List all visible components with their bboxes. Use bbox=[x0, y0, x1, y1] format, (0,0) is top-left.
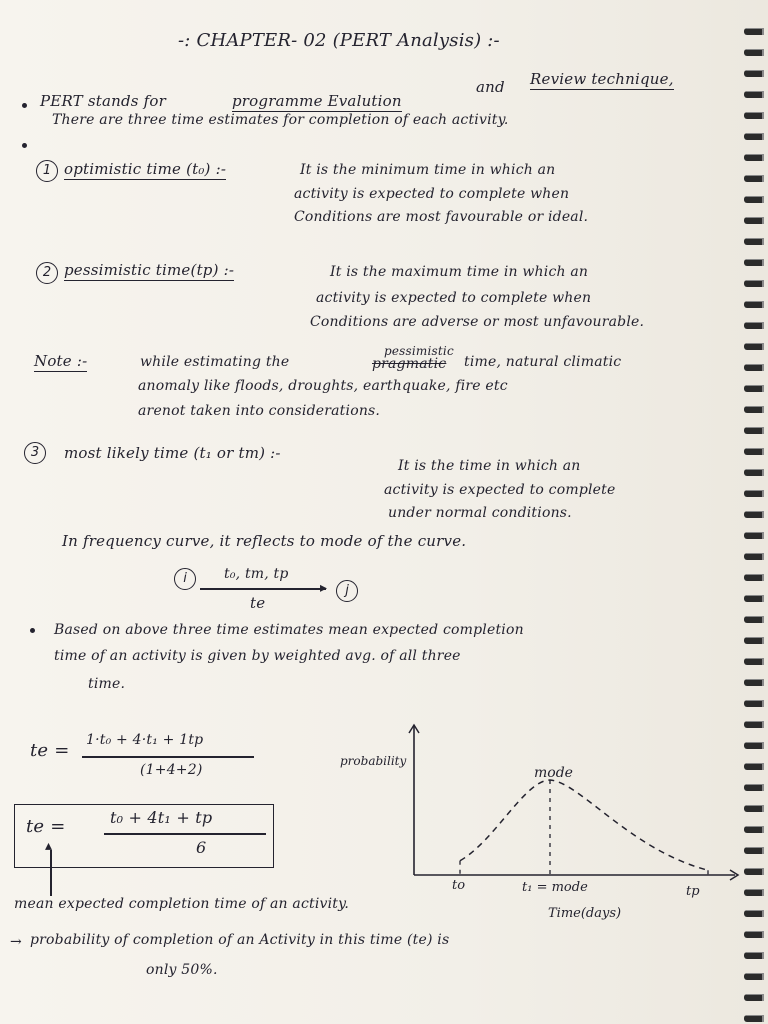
node-i: i bbox=[174, 568, 196, 590]
up-arrow-icon: ▴ bbox=[45, 838, 53, 854]
arrow-label-top: t₀, tm, tp bbox=[224, 566, 289, 582]
optimistic-desc-3: Conditions are most favourable or ideal. bbox=[294, 209, 589, 225]
pert-text-4: Review technique, bbox=[530, 70, 674, 88]
spiral-ring bbox=[744, 742, 764, 749]
implies-arrow-icon: → bbox=[10, 934, 22, 950]
formula1-denominator: (1+4+2) bbox=[140, 762, 203, 778]
spiral-ring bbox=[744, 637, 764, 644]
spiral-ring bbox=[744, 763, 764, 770]
spiral-ring bbox=[744, 259, 764, 266]
pessimistic-desc-2: activity is expected to complete when bbox=[316, 290, 592, 306]
pessimistic-desc-1: It is the maximum time in which an bbox=[330, 264, 589, 280]
mean-note: mean expected completion time of an activity. bbox=[14, 896, 350, 912]
note-text-1b: time, natural climatic bbox=[464, 354, 622, 370]
optimistic-desc-1: It is the minimum time in which an bbox=[300, 162, 556, 178]
note-text-2: anomaly like floods, droughts, earthquake, fire etc bbox=[138, 378, 508, 394]
spiral-ring bbox=[744, 994, 764, 1001]
spiral-binding bbox=[738, 0, 768, 1024]
spiral-ring bbox=[744, 931, 764, 938]
most-likely-desc-2: activity is expected to complete bbox=[384, 482, 616, 498]
based-text-2: time of an activity is given by weighted avg. of all three bbox=[54, 648, 461, 664]
pessimistic-desc-3: Conditions are adverse or most unfavourable. bbox=[310, 314, 645, 330]
spiral-ring bbox=[744, 805, 764, 812]
spiral-ring bbox=[744, 364, 764, 371]
three-estimates-text: There are three time estimates for completion of each activity. bbox=[52, 112, 509, 128]
spiral-ring bbox=[744, 217, 764, 224]
bullet bbox=[22, 103, 27, 108]
spiral-ring bbox=[744, 133, 764, 140]
spiral-ring bbox=[744, 868, 764, 875]
frequency-curve-text: In frequency curve, it reflects to mode of the curve. bbox=[62, 532, 467, 550]
most-likely-desc-1: It is the time in which an bbox=[398, 458, 581, 474]
node-j: j bbox=[336, 580, 358, 602]
spiral-ring bbox=[744, 70, 764, 77]
spiral-ring bbox=[744, 721, 764, 728]
spiral-ring bbox=[744, 952, 764, 959]
formula2-denominator: 6 bbox=[196, 838, 207, 857]
spiral-ring bbox=[744, 889, 764, 896]
mode-annotation: mode bbox=[534, 765, 573, 781]
x-axis-label: Time(days) bbox=[548, 906, 622, 921]
note-text-1: while estimating the bbox=[140, 354, 290, 370]
spiral-ring bbox=[744, 847, 764, 854]
number-3-marker: 3 bbox=[24, 442, 46, 464]
mean-pointer-line bbox=[50, 850, 52, 896]
note-struck-word: pragmatic bbox=[372, 356, 447, 372]
spiral-ring bbox=[744, 616, 764, 623]
spiral-ring bbox=[744, 469, 764, 476]
spiral-ring bbox=[744, 784, 764, 791]
activity-arrow-line bbox=[200, 588, 326, 590]
most-likely-title: most likely time (t₁ or tm) :- bbox=[64, 444, 281, 462]
note-insert: pessimistic bbox=[384, 344, 454, 358]
spiral-ring bbox=[744, 175, 764, 182]
spiral-ring bbox=[744, 196, 764, 203]
spiral-ring bbox=[744, 973, 764, 980]
chapter-heading: -: CHAPTER- 02 (PERT Analysis) :- bbox=[178, 30, 500, 51]
note-label: Note :- bbox=[34, 352, 88, 370]
note-text-3: arenot taken into considerations. bbox=[138, 403, 381, 419]
formula2-lhs: te = bbox=[26, 816, 66, 837]
frequency-curve-chart bbox=[330, 725, 740, 925]
spiral-ring bbox=[744, 154, 764, 161]
spiral-ring bbox=[744, 112, 764, 119]
spiral-ring bbox=[744, 595, 764, 602]
number-1-marker: 1 bbox=[36, 160, 58, 182]
spiral-ring bbox=[744, 490, 764, 497]
spiral-ring bbox=[744, 280, 764, 287]
formula1-fraction-bar bbox=[82, 756, 254, 758]
spiral-ring bbox=[744, 910, 764, 917]
spiral-ring bbox=[744, 238, 764, 245]
formula2-fraction-bar bbox=[104, 833, 266, 835]
formula1-numerator: 1·t₀ + 4·t₁ + 1tp bbox=[86, 732, 204, 748]
frequency-curve-line bbox=[460, 780, 708, 870]
based-text-1: Based on above three time estimates mean expected completion bbox=[54, 622, 524, 638]
spiral-ring bbox=[744, 511, 764, 518]
spiral-ring bbox=[744, 574, 764, 581]
arrow-head-icon: ▸ bbox=[320, 580, 328, 596]
spiral-ring bbox=[744, 301, 764, 308]
spiral-ring bbox=[744, 427, 764, 434]
probability-text-1: probability of completion of an Activity in this time (te) is bbox=[30, 932, 450, 948]
arrow-label-bottom: te bbox=[250, 594, 266, 612]
spiral-ring bbox=[744, 343, 764, 350]
spiral-ring bbox=[744, 385, 764, 392]
based-text-3: time. bbox=[88, 676, 126, 692]
formula2-numerator: t₀ + 4t₁ + tp bbox=[110, 808, 213, 827]
pert-text-2: programme Evalution bbox=[232, 92, 402, 110]
x-tick-mode: t₁ = mode bbox=[522, 880, 588, 895]
spiral-ring bbox=[744, 658, 764, 665]
y-axis-label: probability bbox=[340, 754, 407, 768]
bullet bbox=[30, 628, 35, 633]
pert-text-1: PERT stands for bbox=[40, 92, 166, 110]
spiral-ring bbox=[744, 700, 764, 707]
bullet bbox=[22, 143, 27, 148]
number-2-marker: 2 bbox=[36, 262, 58, 284]
spiral-ring bbox=[744, 532, 764, 539]
spiral-ring bbox=[744, 826, 764, 833]
optimistic-desc-2: activity is expected to complete when bbox=[294, 186, 570, 202]
pert-text-3: and bbox=[476, 78, 505, 96]
spiral-ring bbox=[744, 553, 764, 560]
x-tick-tp: tp bbox=[686, 884, 700, 899]
spiral-ring bbox=[744, 679, 764, 686]
probability-text-2: only 50%. bbox=[146, 962, 218, 978]
optimistic-title: optimistic time (t₀) :- bbox=[64, 160, 227, 178]
x-tick-to: to bbox=[452, 878, 466, 893]
spiral-ring bbox=[744, 28, 764, 35]
spiral-ring bbox=[744, 1015, 764, 1022]
spiral-ring bbox=[744, 406, 764, 413]
pessimistic-title: pessimistic time(tp) :- bbox=[64, 261, 235, 279]
spiral-ring bbox=[744, 49, 764, 56]
spiral-ring bbox=[744, 448, 764, 455]
most-likely-desc-3: under normal conditions. bbox=[388, 505, 572, 521]
spiral-ring bbox=[744, 91, 764, 98]
formula1-lhs: te = bbox=[30, 740, 70, 761]
spiral-ring bbox=[744, 322, 764, 329]
